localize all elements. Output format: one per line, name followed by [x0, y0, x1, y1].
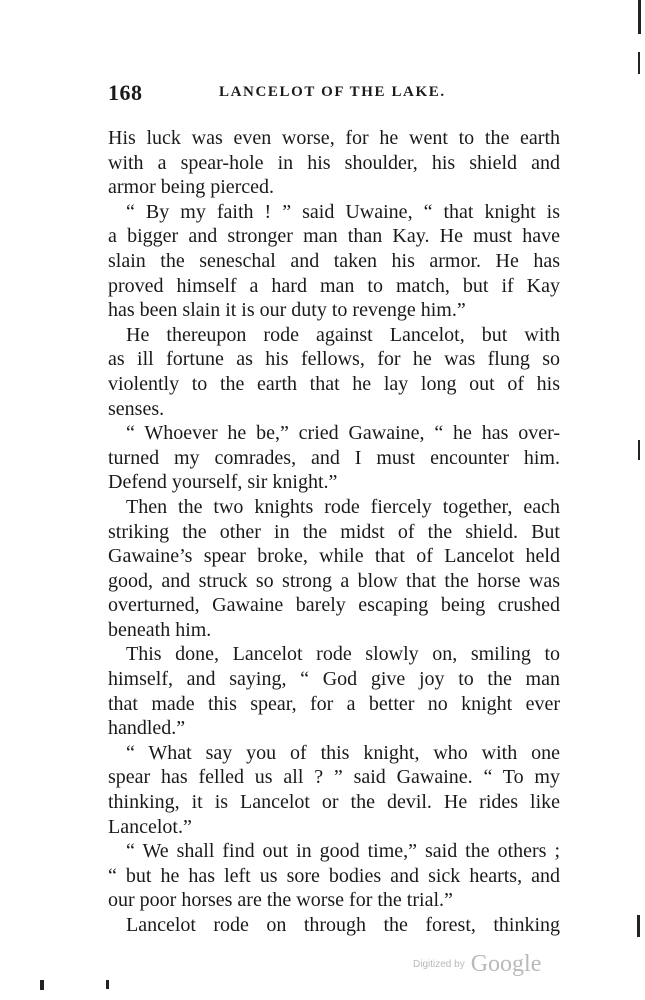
text-line: His luck was even worse, for he went to the earth: [108, 127, 560, 149]
text-line: armor being pierced.: [108, 176, 275, 199]
page-edge-mark: [40, 980, 44, 990]
page-edge-mark: [638, 0, 641, 34]
text-line: striking the other in the midst of the shield. But: [108, 520, 560, 543]
text-line: “ We shall find out in good time,” said the others ;: [126, 840, 560, 863]
text-line: handled.”: [108, 717, 186, 740]
text-line: “ By my faith ! ” said Uwaine, “ that knight is: [126, 200, 560, 223]
page-edge-mark: [106, 980, 109, 989]
text-line: He thereupon rode against Lancelot, but with: [126, 323, 560, 346]
text-line: proved himself a hard man to match, but if Kay: [108, 274, 560, 297]
text-line: “ What say you of this knight, who with one: [126, 741, 560, 764]
watermark-prefix: Digitized by: [413, 959, 465, 970]
google-logo: Google: [470, 951, 542, 977]
page-edge-mark: [638, 52, 640, 74]
text-line: himself, and saying, “ God give joy to the man: [108, 668, 560, 691]
text-line: good, and struck so strong a blow that the horse was: [108, 569, 560, 592]
text-line: has been slain it is our duty to revenge him.”: [108, 299, 466, 322]
digitized-by-google-watermark: [413, 951, 541, 981]
text-line: Lancelot.”: [108, 815, 192, 838]
text-line: senses.: [108, 397, 165, 420]
text-line: “ Whoever he be,” cried Gawaine, “ he has over-: [126, 422, 560, 445]
text-line: violently to the earth that he lay long out of his: [108, 372, 560, 395]
page-header: [108, 80, 558, 110]
text-line: Defend yourself, sir knight.”: [108, 471, 338, 494]
text-line: thinking, it is Lancelot or the devil. He rides like: [108, 791, 560, 814]
text-line: Then the two knights rode fiercely together, each: [126, 495, 560, 518]
text-line: our poor horses are the worse for the trial.”: [108, 889, 453, 912]
text-line: as ill fortune as his fellows, for he was flung so: [108, 348, 560, 371]
page-edge-mark: [638, 440, 640, 460]
text-line: a bigger and stronger man than Kay. He must have: [108, 225, 560, 248]
running-title: LANCELOT OF THE LAKE.: [219, 84, 446, 100]
text-line: overturned, Gawaine barely escaping being crushed: [108, 594, 560, 617]
text-line: with a spear-hole in his shoulder, his shield and: [108, 151, 560, 174]
text-line: “ but he has left us sore bodies and sick hearts, and: [108, 864, 560, 887]
page-edge-mark: [637, 915, 640, 937]
text-line: Lancelot rode on through the forest, thinking: [126, 914, 560, 936]
text-line: that made this spear, for a better no knight ever: [108, 692, 560, 715]
text-line: beneath him.: [108, 618, 212, 641]
text-line: Gawaine’s spear broke, while that of Lancelot held: [108, 545, 560, 568]
body-text: [108, 126, 560, 938]
text-line: turned my comrades, and I must encounter him.: [108, 446, 560, 469]
text-line: slain the seneschal and taken his armor. He has: [108, 249, 560, 272]
page-number: 168: [108, 80, 143, 105]
text-line: spear has felled us all ? ” said Gawaine. “ To my: [108, 766, 560, 789]
text-line: This done, Lancelot rode slowly on, smiling to: [126, 643, 560, 666]
